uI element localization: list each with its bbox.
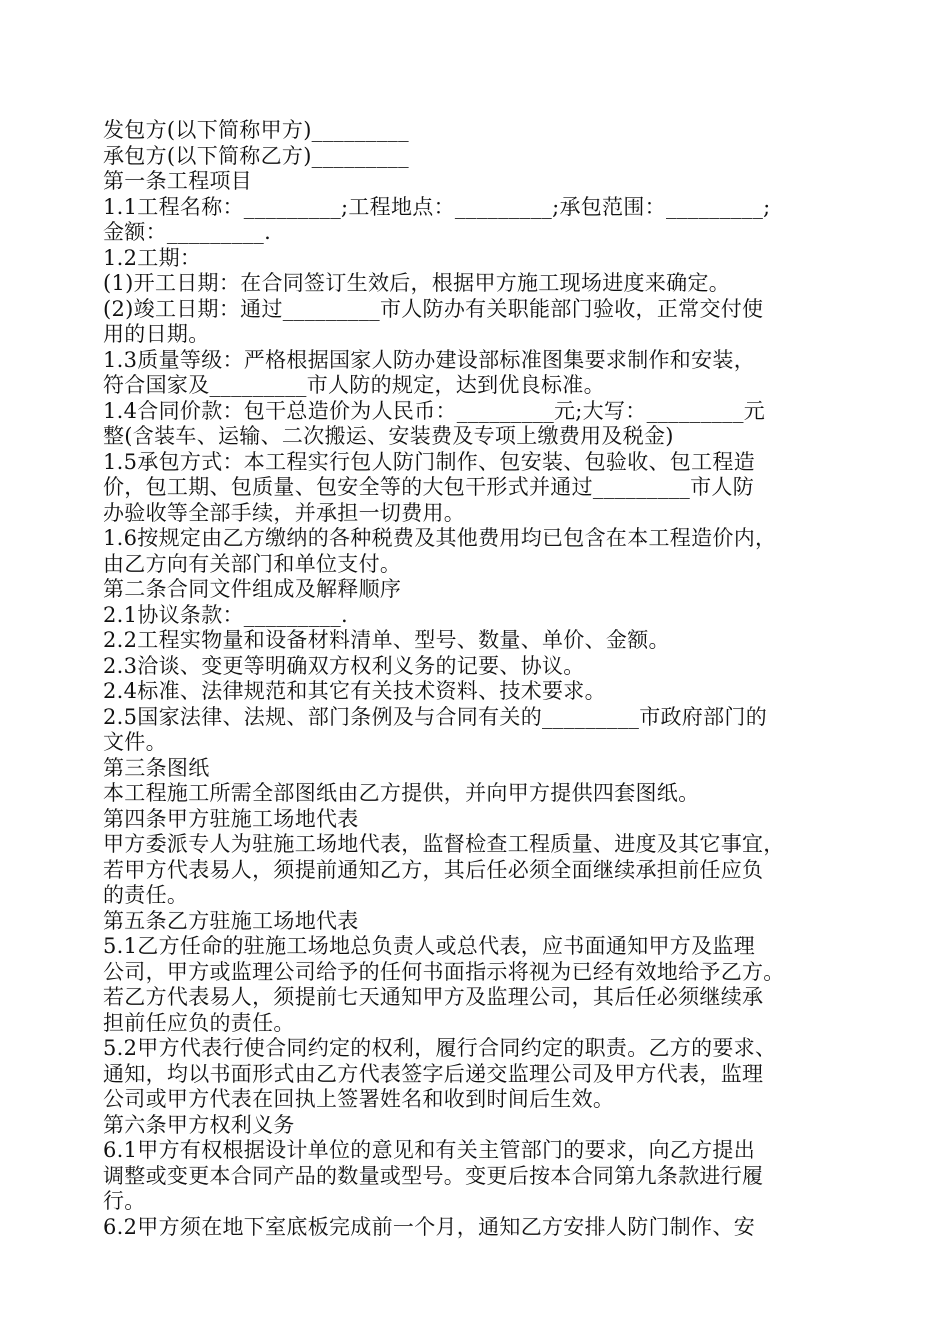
text-line: 担前任应负的责任。 [103,1010,295,1035]
text-line: 金额：_________. [103,220,272,244]
party-a-line: 发包方(以下简称甲方)_________ [103,118,409,142]
text-line: 办验收等全部手续，并承担一切费用。 [103,500,466,525]
text-line: 本工程施工所需全部图纸由乙方提供，并向甲方提供四套图纸。 [103,781,700,805]
text-line: 1.2工期： [103,245,202,270]
text-line: 符合国家及_________市人防的规定，达到优良标准。 [103,373,605,397]
article-1-heading: 第一条工程项目 [103,169,253,193]
text-line: 1.3质量等级：严格根据国家人防办建设部标准图集要求制作和安装， [103,347,755,372]
text-line: 公司，甲方或监理公司给予的任何书面指示将视为已经有效地给予乙方。 [103,959,785,984]
text-line: 甲方委派专人为驻施工场地代表，监督检查工程质量、进度及其它事宜， [103,832,785,856]
article-3-heading: 第三条图纸 [103,755,210,780]
contract-page [103,118,863,1240]
text-line: 若甲方代表易人，须提前通知乙方，其后任必须全面继续承担前任应负 [103,857,764,882]
text-line: 行。 [103,1189,146,1213]
text-line: 6.1甲方有权根据设计单位的意见和有关主管部门的要求，向乙方提出 [103,1138,755,1162]
text-line: 通知，均以书面形式由乙方代表签字后递交监理公司及甲方代表，监理 [103,1061,764,1086]
text-line: 2.5国家法律、法规、部门条例及与合同有关的_________市政府部门的 [103,704,767,729]
text-line: 2.1协议条款：_________. [103,602,348,627]
party-b-line: 承包方(以下简称乙方)_________ [103,143,409,168]
text-line: 若乙方代表易人，须提前七天通知甲方及监理公司，其后任必须继续承 [103,985,764,1009]
text-line: (1)开工日期：在合同签订生效后，根据甲方施工现场进度来确定。 [103,271,731,295]
text-line: 1.4合同价款：包干总造价为人民币：_________元;大写：_________元 [103,398,766,423]
text-line: 6.2甲方须在地下室底板完成前一个月，通知乙方安排人防门制作、安 [103,1214,755,1239]
text-line: 用的日期。 [103,322,210,346]
text-line: 1.6按规定由乙方缴纳的各种税费及其他费用均已包含在本工程造价内， [103,526,777,550]
text-line: 2.3洽谈、变更等明确双方权利义务的记要、协议。 [103,653,585,678]
text-line: 2.4标准、法律规范和其它有关技术资料、技术要求。 [103,679,606,703]
text-line: 调整或变更本合同产品的数量或型号。变更后按本合同第九条款进行履 [103,1163,764,1188]
article-2-heading: 第二条合同文件组成及解释顺序 [103,577,402,601]
text-line: (2)竣工日期：通过_________市人防办有关职能部门验收，正常交付使 [103,296,764,321]
text-line: 公司或甲方代表在回执上签署姓名和收到时间后生效。 [103,1087,615,1111]
article-6-heading: 第六条甲方权利义务 [103,1112,295,1137]
text-line: 的责任。 [103,883,189,907]
text-line: 由乙方向有关部门和单位支付。 [103,551,402,576]
text-line: 2.2工程实物量和设备材料清单、型号、数量、单价、金额。 [103,628,670,652]
text-line: 整(含装车、运输、二次搬运、安装费及专项上缴费用及税金) [103,424,674,448]
text-line: 1.1工程名称：_________;工程地点：_________;承包范围：_________; [103,194,771,219]
article-4-heading: 第四条甲方驻施工场地代表 [103,806,359,831]
text-line: 价，包工期、包质量、包安全等的大包干形式并通过_________市人防 [103,475,754,499]
text-line: 5.2甲方代表行使合同约定的权利，履行合同约定的职责。乙方的要求、 [103,1036,777,1060]
text-line: 1.5承包方式：本工程实行包人防门制作、包安装、包验收、包工程造 [103,449,755,474]
text-line: 文件。 [103,730,167,754]
text-line: 5.1乙方任命的驻施工场地总负责人或总代表，应书面通知甲方及监理 [103,934,755,958]
article-5-heading: 第五条乙方驻施工场地代表 [103,908,359,933]
